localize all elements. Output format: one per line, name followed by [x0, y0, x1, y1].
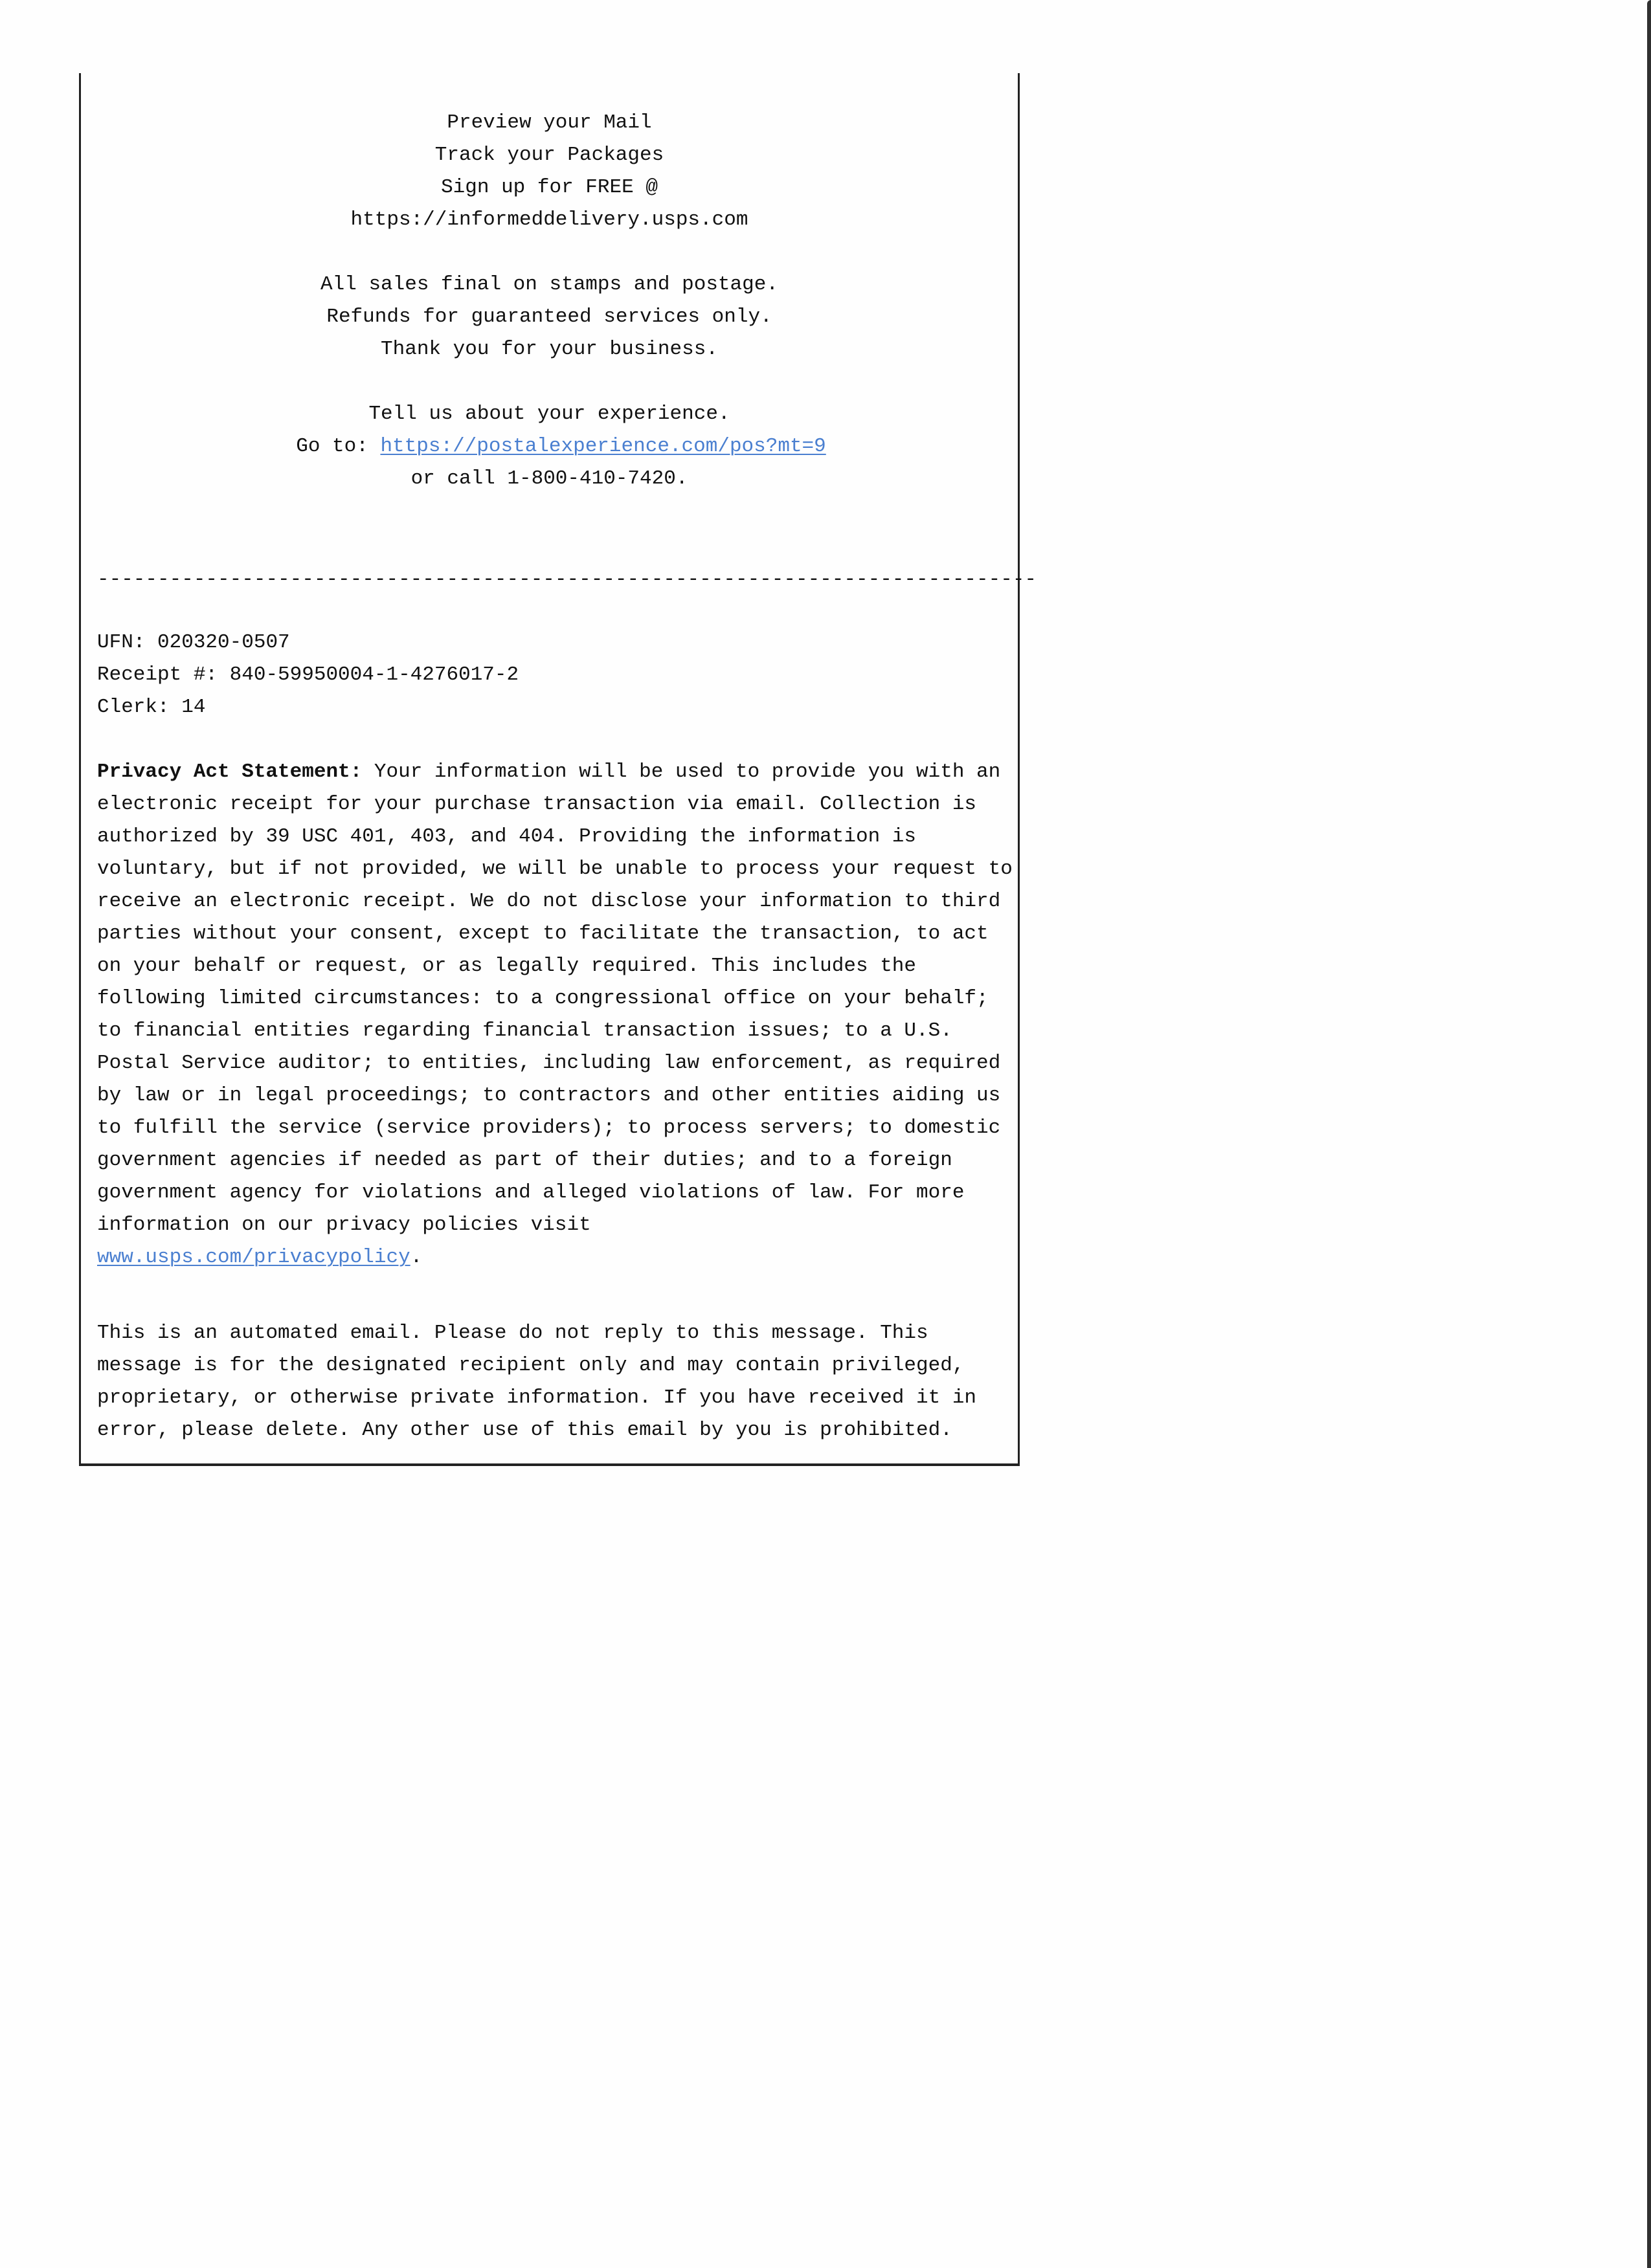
email-receipt-box — [79, 73, 1037, 1466]
privacy-line-3: voluntary, but if not provided, we will be unable to process your request to — [97, 858, 1013, 880]
privacy-line-1: electronic receipt for your purchase transaction via email. Collection is — [97, 793, 977, 816]
refunds-text: Refunds for guaranteed services only. — [326, 306, 772, 328]
informed-delivery-line-2: Track your Packages — [434, 144, 664, 166]
privacy-line-10: by law or in legal proceedings; to contractors and other entities aiding us — [97, 1084, 1001, 1107]
privacy-line-12: government agencies if needed as part of their duties; and to a foreign — [97, 1149, 952, 1172]
dashed-separator: ------------------------------------------------------------------------------ — [97, 568, 1037, 591]
thank-you-text: Thank you for your business. — [381, 338, 718, 361]
survey-link[interactable]: https://postalexperience.com/pos?mt=9 — [380, 435, 826, 458]
disclaimer-line-1: message is for the designated recipient only and may contain privileged, — [97, 1354, 965, 1377]
privacy-policy-link[interactable]: www.usps.com/privacypolicy — [97, 1246, 410, 1269]
clerk-text: Clerk: 14 — [97, 696, 206, 718]
informed-delivery-line-1: Preview your Mail — [447, 111, 652, 134]
privacy-line-2: authorized by 39 USC 401, 403, and 404. Providing the information is — [97, 825, 917, 848]
privacy-line-5: parties without your consent, except to facilitate the transaction, to act — [97, 922, 989, 945]
privacy-line-11: to fulfill the service (service providers); to process servers; to domestic — [97, 1117, 1001, 1139]
disclaimer-line-2: proprietary, or otherwise private information. If you have received it in — [97, 1386, 977, 1409]
automated-email-disclaimer — [97, 1317, 1016, 1447]
privacy-heading: Privacy Act Statement: — [97, 761, 363, 783]
ufn-text: UFN: 020320-0507 — [97, 631, 290, 654]
informed-delivery-url: https://informeddelivery.usps.com — [350, 208, 748, 231]
receipt-number-text: Receipt #: 840-59950004-1-4276017-2 — [97, 663, 519, 686]
sales-final-text: All sales final on stamps and postage. — [320, 273, 778, 296]
privacy-line-8: to financial entities regarding financial transaction issues; to a U.S. — [97, 1019, 952, 1042]
goto-label: Go to: — [296, 435, 381, 458]
privacy-line-13: government agency for violations and alleged violations of law. For more — [97, 1181, 965, 1204]
disclaimer-line-3: error, please delete. Any other use of this email by you is prohibited. — [97, 1419, 952, 1441]
disclaimer-line-0: This is an automated email. Please do not reply to this message. This — [97, 1322, 928, 1344]
survey-line — [81, 430, 1018, 463]
feedback-prompt: Tell us about your experience. — [368, 403, 730, 425]
privacy-line-14: information on our privacy policies visit — [97, 1214, 591, 1236]
scanner-edge — [1647, 0, 1651, 2268]
privacy-act-statement — [97, 756, 1016, 1274]
call-text: or call 1-800-410-7420. — [410, 467, 688, 490]
privacy-line-15: www.usps.com/privacypolicy. — [97, 1246, 423, 1269]
privacy-line-9: Postal Service auditor; to entities, including law enforcement, as required — [97, 1052, 1001, 1074]
informed-delivery-line-3: Sign up for FREE @ — [441, 176, 658, 199]
privacy-line-6: on your behalf or request, or as legally required. This includes the — [97, 955, 917, 977]
privacy-line-7: following limited circumstances: to a congressional office on your behalf; — [97, 987, 989, 1010]
privacy-line-4: receive an electronic receipt. We do not disclose your information to third — [97, 890, 1001, 913]
privacy-line-0: Privacy Act Statement: Your information will be used to provide you with an — [97, 761, 1001, 783]
